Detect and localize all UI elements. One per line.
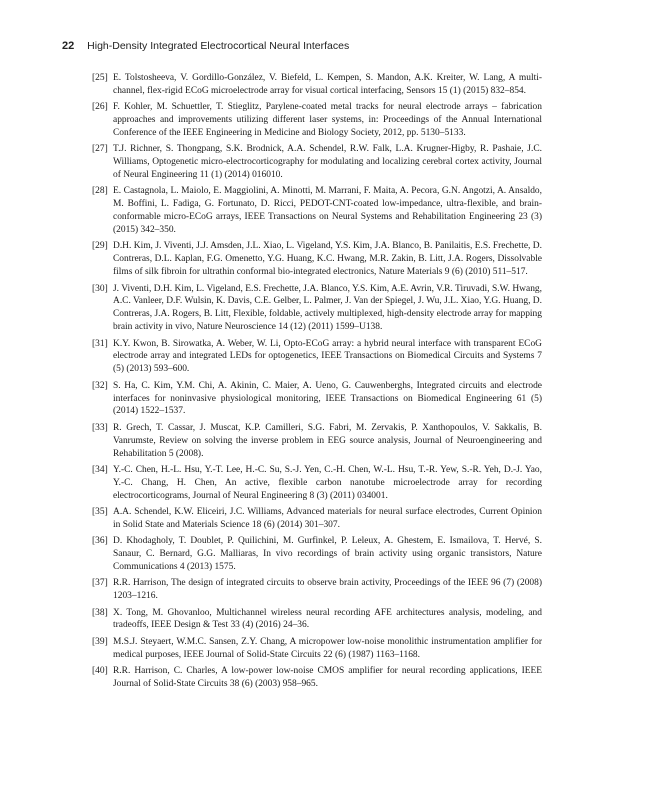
reference-label: [28] <box>92 186 108 197</box>
reference-label: [30] <box>92 283 108 294</box>
reference-text: K.Y. Kwon, B. Sirowatka, A. Weber, W. Li, Opto-ECoG array: a hybrid neural interface with transparent ECoG electrode array and integrated LEDs for optogenetics, IEEE Transactions on Biomedical Circuits and Systems 7 (5) (2013) 593–600. <box>113 338 542 375</box>
reference-text: D.H. Kim, J. Viventi, J.J. Amsden, J.L. Xiao, L. Vigeland, Y.S. Kim, J.A. Blanco, B. Panilaitis, E.S. Frechette, D. Contreras, D.L. Kaplan, F.G. Omenetto, Y.G. Huang, K.C. Hwang, M.R. Zakin, B. Litt, J.A. Rogers, Dissolvable films of silk fibroin for ultrathin conformal bio-integrated electronics, Nature Materials 9 (6) (2010) 511–517. <box>113 241 542 278</box>
reference-text: J. Viventi, D.H. Kim, L. Vigeland, E.S. Frechette, J.A. Blanco, Y.S. Kim, A.E. Avrin, V.R. Tiruvadi, S.W. Hwang, A.C. Vanleer, D.F. Wulsin, K. Davis, C.E. Gelber, L. Palmer, J. Van der Spiegel, J. Wu, J.L. Xiao, Y.G. Huang, D. Contreras, J.A. Rogers, B. Litt, Flexible, foldable, actively multiplexed, high-density electrode array for mapping brain activity in vivo, Nature Neuroscience 14 (12) (2011) 1599–U138. <box>113 283 542 333</box>
reference-label: [26] <box>92 102 108 113</box>
running-header <box>62 40 349 52</box>
reference-label: [29] <box>92 241 108 252</box>
reference-33 <box>92 422 542 461</box>
reference-40 <box>92 665 542 691</box>
reference-35 <box>92 506 542 532</box>
reference-label: [27] <box>92 144 108 155</box>
reference-label: [39] <box>92 636 108 647</box>
reference-text: F. Kohler, M. Schuettler, T. Stieglitz, Parylene-coated metal tracks for neural electrode arrays – fabrication approaches and improvements utilizing different laser systems, in: Proceedings of the Annual International Conference of the IEEE Engineering in Medicine and Biology Society, 2012, pp. 5130–5133. <box>113 102 542 139</box>
reference-text: A.A. Schendel, K.W. Eliceiri, J.C. Williams, Advanced materials for neural surface electrodes, Current Opinion in Solid State and Materials Science 18 (6) (2014) 301–307. <box>113 507 542 530</box>
reference-text: E. Castagnola, L. Maiolo, E. Maggiolini, A. Minotti, M. Marrani, F. Maita, A. Pecora, G.N. Angotzi, A. Ansaldo, M. Boffini, L. Fadiga, G. Fortunato, D. Ricci, PEDOT-CNT-coated low-impedance, ultra-flexible, and brain-conformable micro-ECoG arrays, IEEE Transactions on Neural Systems and Rehabilitation Engineering 23 (3) (2015) 342–350. <box>113 186 542 236</box>
reference-text: S. Ha, C. Kim, Y.M. Chi, A. Akinin, C. Maier, A. Ueno, G. Cauwenberghs, Integrated circuits and electrode interfaces for noninvasive physiological monitoring, IEEE Transactions on Biomedical Engineering 61 (5) (2014) 1522–1537. <box>113 380 542 417</box>
reference-37 <box>92 577 542 603</box>
reference-label: [35] <box>92 507 108 517</box>
reference-label: [40] <box>92 665 108 676</box>
reference-list <box>92 72 542 694</box>
reference-text: Y.-C. Chen, H.-L. Hsu, Y.-T. Lee, H.-C. Su, S.-J. Yen, C.-H. Chen, W.-L. Hsu, T.-R. Yew, S.-R. Yeh, D.-J. Yao, Y.-C. Chang, H. Chen, An active, flexible carbon nanotube microelectrode array for recording electrocorticograms, Journal of Neural Engineering 8 (3) (2011) 034001. <box>113 464 542 501</box>
reference-label: [33] <box>92 422 108 433</box>
reference-text: R. Grech, T. Cassar, J. Muscat, K.P. Camilleri, S.G. Fabri, M. Zervakis, P. Xanthopoulos, V. Sakkalis, B. Vanrumste, Review on solving the inverse problem in EEG source analysis, Journal of Neuroengineering and Rehabilitation 5 (2008). <box>113 422 542 459</box>
reference-label: [36] <box>92 536 108 547</box>
reference-text: R.R. Harrison, C. Charles, A low-power low-noise CMOS amplifier for neural recording applications, IEEE Journal of Solid-State Circuits 38 (6) (2003) 958–965. <box>113 665 542 689</box>
reference-36 <box>92 535 542 574</box>
reference-text: E. Tolstosheeva, V. Gordillo-González, V. Biefeld, L. Kempen, S. Mandon, A.K. Kreiter, W. Lang, A multi-channel, flex-rigid ECoG microelectrode array for visual cortical interfacing, Sensors 15 (1) (2015) 832–854. <box>113 73 542 96</box>
reference-25 <box>92 72 542 98</box>
reference-label: [31] <box>92 338 108 349</box>
reference-28 <box>92 185 542 237</box>
reference-label: [32] <box>92 380 108 391</box>
reference-26 <box>92 101 542 140</box>
reference-label: [38] <box>92 607 108 618</box>
reference-label: [37] <box>92 578 108 589</box>
reference-39 <box>92 636 542 662</box>
reference-label: [34] <box>92 464 108 475</box>
running-title: High-Density Integrated Electrocortical Neural Interfaces <box>87 40 350 52</box>
page-number: 22 <box>62 40 75 52</box>
reference-34 <box>92 464 542 503</box>
reference-30 <box>92 283 542 335</box>
reference-text: R.R. Harrison, The design of integrated circuits to observe brain activity, Proceedings of the IEEE 96 (7) (2008) 1203–1216. <box>113 578 542 602</box>
reference-27 <box>92 143 542 182</box>
reference-label: [25] <box>92 73 108 83</box>
reference-text: M.S.J. Steyaert, W.M.C. Sansen, Z.Y. Chang, A micropower low-noise monolithic instrumentation amplifier for medical purposes, IEEE Journal of Solid-State Circuits 22 (6) (1987) 1163–1168. <box>113 636 542 660</box>
reference-text: D. Khodagholy, T. Doublet, P. Quilichini, M. Gurfinkel, P. Leleux, A. Ghestem, E. Ismailova, T. Hervé, S. Sanaur, C. Bernard, G.G. Malliaras, In vivo recordings of brain activity using organic transistors, Nature Communications 4 (2013) 1575. <box>113 536 542 573</box>
reference-29 <box>92 240 542 279</box>
reference-text: X. Tong, M. Ghovanloo, Multichannel wireless neural recording AFE architectures analysis, modeling, and tradeoffs, IEEE Design & Test 33 (4) (2016) 24–36. <box>113 607 542 631</box>
reference-text: T.J. Richner, S. Thongpang, S.K. Brodnick, A.A. Schendel, R.W. Falk, L.A. Krugner-Higby, R. Pashaie, J.C. Williams, Optogenetic micro-electrocorticography for modulating and localizing cerebral cortex activity, Journal of Neural Engineering 11 (1) (2014) 016010. <box>113 144 542 181</box>
reference-32 <box>92 380 542 419</box>
reference-31 <box>92 338 542 377</box>
reference-38 <box>92 607 542 633</box>
